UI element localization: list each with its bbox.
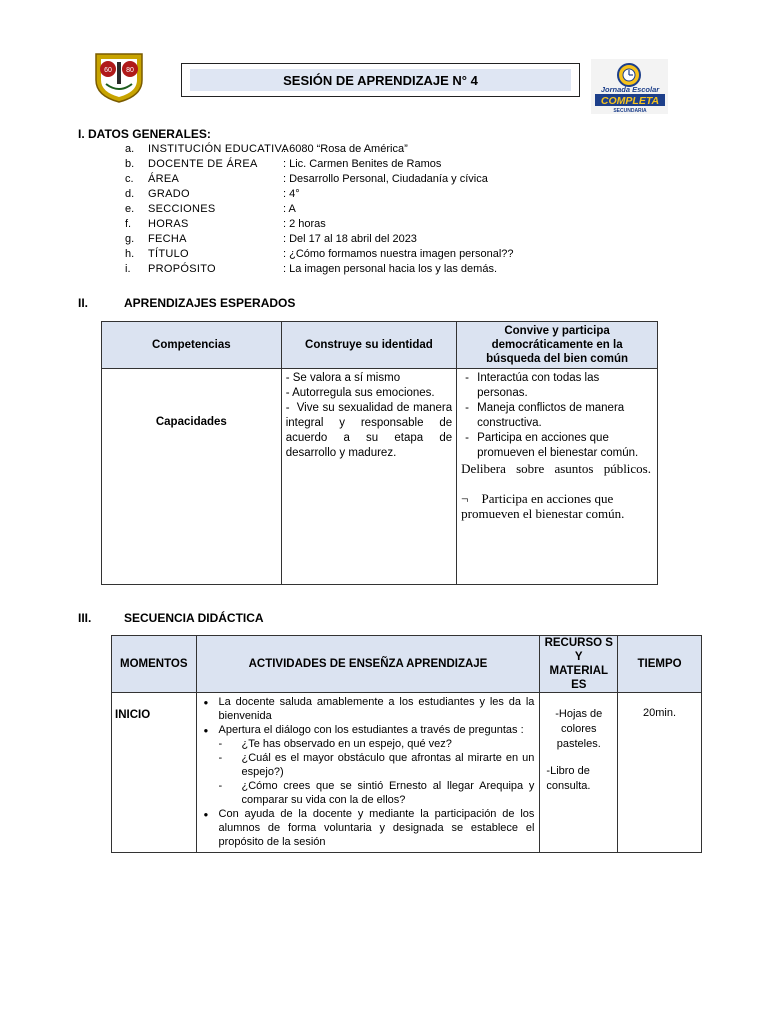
list-item: - Maneja conflictos de manera constructiva.: [461, 401, 651, 431]
datos-heading: I. DATOS GENERALES:: [78, 127, 211, 141]
table-row: [102, 369, 658, 585]
datos-letter: g.: [125, 233, 135, 245]
recursos-cell: [540, 693, 618, 853]
datos-letter: d.: [125, 188, 135, 200]
datos-value: : 4°: [283, 188, 300, 200]
header-competencias: Competencias: [102, 322, 282, 369]
datos-value: : Desarrollo Personal, Ciudadanía y cívica: [283, 173, 488, 185]
participa-text: [461, 491, 651, 521]
header-convive: Convive y participa democráticamente en la búsqueda del bien común: [457, 322, 658, 369]
section-title: SECUENCIA DIDÁCTICA: [124, 611, 264, 625]
section-number: II.: [78, 296, 89, 310]
list-item: - Vive su sexualidad de manera integral y responsable de acuerdo a su etapa de desarrollo y madurez.: [285, 402, 453, 459]
delibera-text: [461, 461, 651, 476]
datos-letter: c.: [125, 173, 134, 185]
table-header-row: [112, 636, 702, 693]
recurso-item: -Libro de consulta.: [546, 765, 591, 792]
capacidades-label: Capacidades: [102, 369, 282, 585]
construye-capacidades: [281, 369, 456, 585]
table-header-row: [102, 322, 658, 369]
actividades-list: [199, 695, 535, 849]
list-item: - Autorregula sus emociones.: [285, 387, 435, 399]
capacidad-text: Autorregula sus emociones.: [292, 387, 435, 399]
datos-label: HORAS: [148, 218, 189, 230]
jornada-escolar-completa-logo: [591, 59, 668, 114]
convive-list: [461, 371, 651, 461]
datos-letter: e.: [125, 203, 135, 215]
datos-value: : Lic. Carmen Benites de Ramos: [283, 158, 442, 170]
datos-value: : 2 horas: [283, 218, 326, 230]
list-item: ● Con ayuda de la docente y mediante la participación de los alumnos de forma voluntaria y designada se establece el propósito de la sesión: [199, 807, 535, 849]
tiempo-cell: 20min.: [618, 693, 702, 853]
secuencia-table: [111, 635, 702, 853]
section-number: III.: [78, 611, 92, 625]
logo-line1: Jornada Escolar: [600, 85, 660, 94]
datos-letter: i.: [125, 263, 131, 275]
preguntas-list: [219, 737, 535, 807]
datos-value: : A: [283, 203, 296, 215]
datos-label: INSTITUCIÓN EDUCATIVA: [148, 143, 289, 155]
datos-letter: b.: [125, 158, 135, 170]
datos-label: TÍTULO: [148, 248, 189, 260]
datos-value: : 6080 “Rosa de América”: [283, 143, 408, 155]
datos-letter: f.: [125, 218, 132, 230]
list-item: - ¿Cómo crees que se sintió Ernesto al llegar Arequipa y comparar su vida con la de ellos?: [219, 779, 535, 807]
datos-label: GRADO: [148, 188, 190, 200]
logo-line2: COMPLETA: [600, 95, 660, 107]
actividades-cell: [196, 693, 540, 853]
capacidad-text: Se valora a sí mismo: [292, 372, 401, 384]
school-crest-logo: [92, 50, 146, 104]
momento-inicio: INICIO: [112, 693, 197, 853]
section-title: APRENDIZAJES ESPERADOS: [124, 296, 296, 310]
page-title: SESIÓN DE APRENDIZAJE N° 4: [190, 69, 571, 91]
crest-left-number: 60: [104, 67, 112, 74]
list-item: - Se valora a sí mismo: [285, 372, 401, 384]
list-item: - ¿Te has observado en un espejo, qué vez?: [219, 737, 535, 751]
title-box: [181, 63, 580, 97]
not-symbol: ¬: [461, 491, 469, 506]
list-item: - Participa en acciones que promueven el bienestar común.: [461, 431, 651, 461]
convive-capacidades: [457, 369, 658, 585]
header-actividades: ACTIVIDADES DE ENSEÑZA APRENDIZAJE: [196, 636, 540, 693]
table-row: [112, 693, 702, 853]
list-item: - ¿Cuál es el mayor obstáculo que afrontas al mirarte en un espejo?): [219, 751, 535, 779]
datos-label: ÁREA: [148, 173, 180, 185]
crest-right-number: 80: [126, 67, 134, 74]
header-tiempo: TIEMPO: [618, 636, 702, 693]
datos-value: : ¿Cómo formamos nuestra imagen personal??: [283, 248, 514, 260]
list-item: ● La docente saluda amablemente a los estudiantes y les da la bienvenida: [199, 695, 535, 723]
datos-label: PROPÓSITO: [148, 263, 216, 275]
logo-line3: SECUNDARIA: [613, 108, 647, 114]
apertura-text: Apertura el diálogo con los estudiantes a través de preguntas :: [218, 724, 524, 736]
header-construye: Construye su identidad: [281, 322, 456, 369]
datos-label: SECCIONES: [148, 203, 216, 215]
datos-label: DOCENTE DE ÁREA: [148, 158, 258, 170]
datos-letter: h.: [125, 248, 135, 260]
datos-value: : La imagen personal hacia los y las demás.: [283, 263, 498, 275]
datos-label: FECHA: [148, 233, 187, 245]
header-momentos: MOMENTOS: [112, 636, 197, 693]
datos-letter: a.: [125, 143, 135, 155]
delibera-text-span: Delibera sobre asuntos públicos.: [461, 461, 651, 476]
list-item: [199, 723, 535, 807]
recurso-item: -Hojas de colores pasteles.: [555, 708, 603, 750]
list-item: - Interactúa con todas las personas.: [461, 371, 651, 401]
aprendizajes-table: [101, 321, 658, 585]
header-recursos: RECURSO S Y MATERIAL ES: [540, 636, 618, 693]
capacidad-text: Vive su sexualidad de manera integral y responsable de acuerdo a su etapa de desarrollo y madurez.: [285, 402, 453, 459]
participa-text-span: Participa en acciones que promueven el bienestar común.: [461, 491, 625, 521]
datos-value: : Del 17 al 18 abril del 2023: [283, 233, 417, 245]
